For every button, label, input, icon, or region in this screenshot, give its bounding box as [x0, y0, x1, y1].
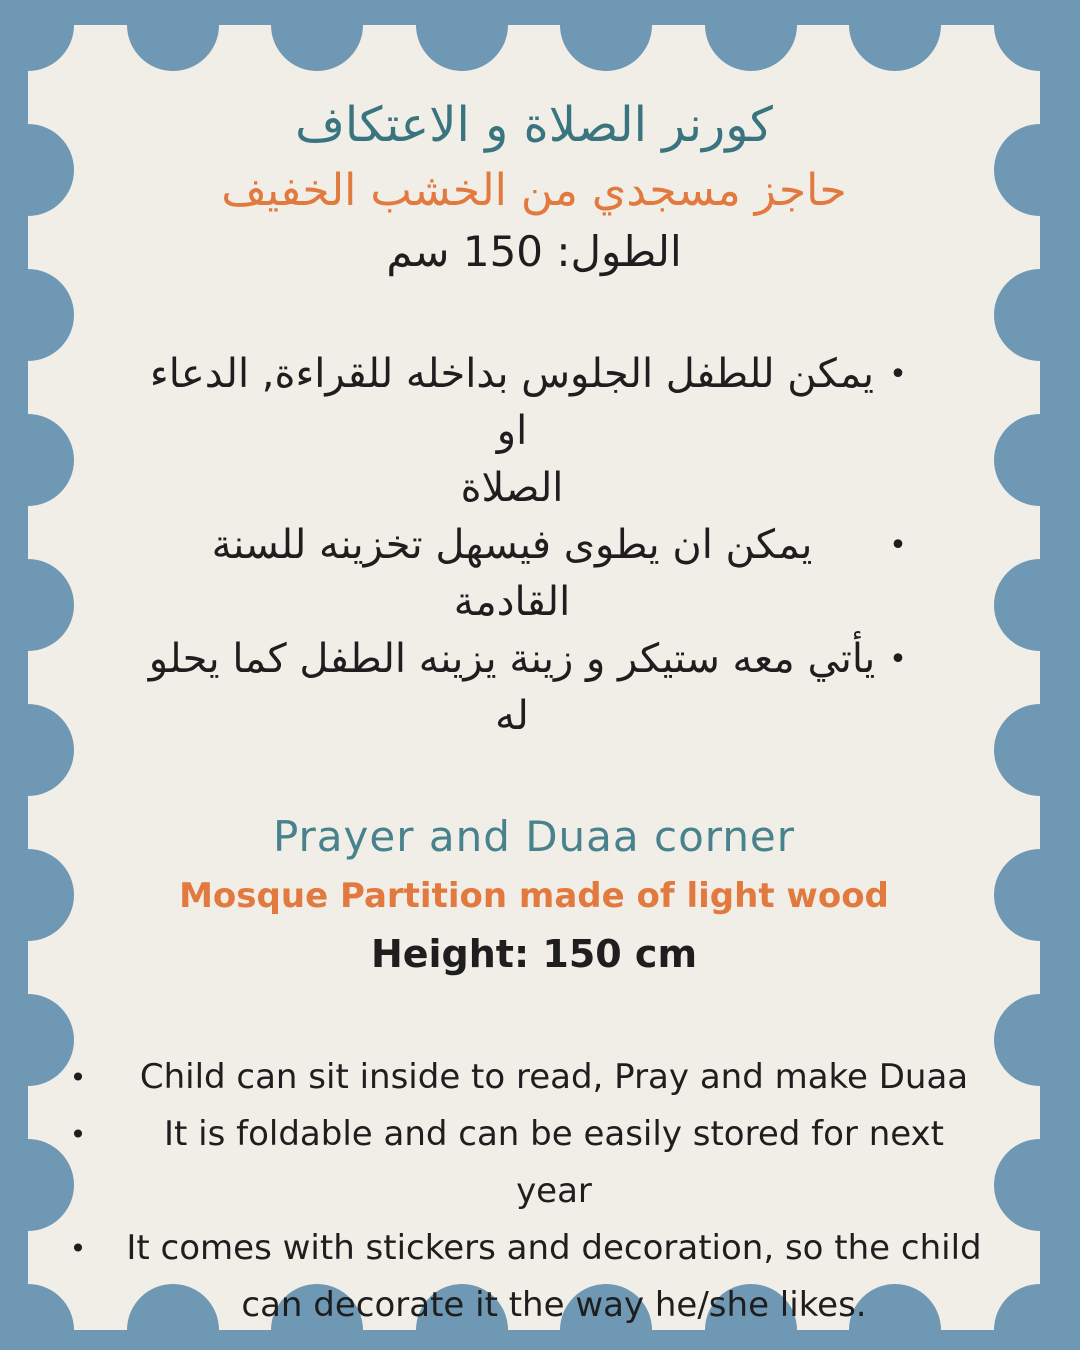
arabic-list-item-text — [148, 346, 876, 517]
list-item-line: يمكن للطفل الجلوس بداخله للقراءة, الدعاء او — [149, 351, 875, 454]
english-list-item — [58, 1049, 1010, 1106]
arabic-list-item-text — [148, 517, 876, 631]
english-bullet-list — [58, 1049, 1010, 1334]
bullet-icon: • — [69, 1232, 87, 1265]
list-item-line: It comes with stickers and decoration, so the child — [126, 1228, 982, 1268]
bullet-icon: • — [889, 528, 907, 563]
english-dimension: Height: 150 cm — [370, 932, 698, 976]
bullet-icon: • — [69, 1061, 87, 1094]
english-section — [28, 809, 1040, 1334]
english-title: Prayer and Duaa corner — [272, 812, 796, 861]
arabic-title: كورنر الصلاة و الاعتكاف — [295, 97, 773, 153]
bullet-icon: • — [889, 642, 907, 677]
english-list-item — [58, 1106, 1010, 1220]
poster-content — [28, 25, 1040, 1330]
english-subtitle: Mosque Partition made of light wood — [179, 876, 889, 916]
list-item-line: Child can sit inside to read, Pray and make Duaa — [139, 1057, 969, 1097]
arabic-list-item — [148, 517, 920, 631]
arabic-dimension: الطول: 150 سم — [386, 227, 682, 276]
list-item-line: year — [516, 1171, 592, 1211]
list-item-line: له — [495, 693, 529, 739]
english-list-item-text — [98, 1106, 1010, 1220]
arabic-list-item — [148, 346, 920, 517]
arabic-list-item-text — [148, 631, 876, 745]
arabic-section — [28, 95, 1040, 745]
english-list-item-text — [98, 1220, 1010, 1334]
list-item-line: It is foldable and can be easily stored for next — [163, 1114, 945, 1154]
english-list-item-text — [98, 1049, 1010, 1106]
bullet-icon: • — [69, 1118, 87, 1151]
english-list-item — [58, 1220, 1010, 1334]
bullet-icon: • — [889, 357, 907, 392]
list-item-line: can decorate it the way he/she likes. — [241, 1285, 867, 1325]
arabic-subtitle: حاجز مسجدي من الخشب الخفيف — [221, 165, 847, 216]
list-item-line: يمكن ان يطوى فيسهل تخزينه للسنة القادمة — [211, 522, 813, 625]
arabic-list-item — [148, 631, 920, 745]
list-item-line: الصلاة — [460, 465, 564, 511]
list-item-line: يأتي معه ستيكر و زينة يزينه الطفل كما يحلو — [148, 636, 876, 682]
arabic-bullet-list — [148, 346, 920, 745]
